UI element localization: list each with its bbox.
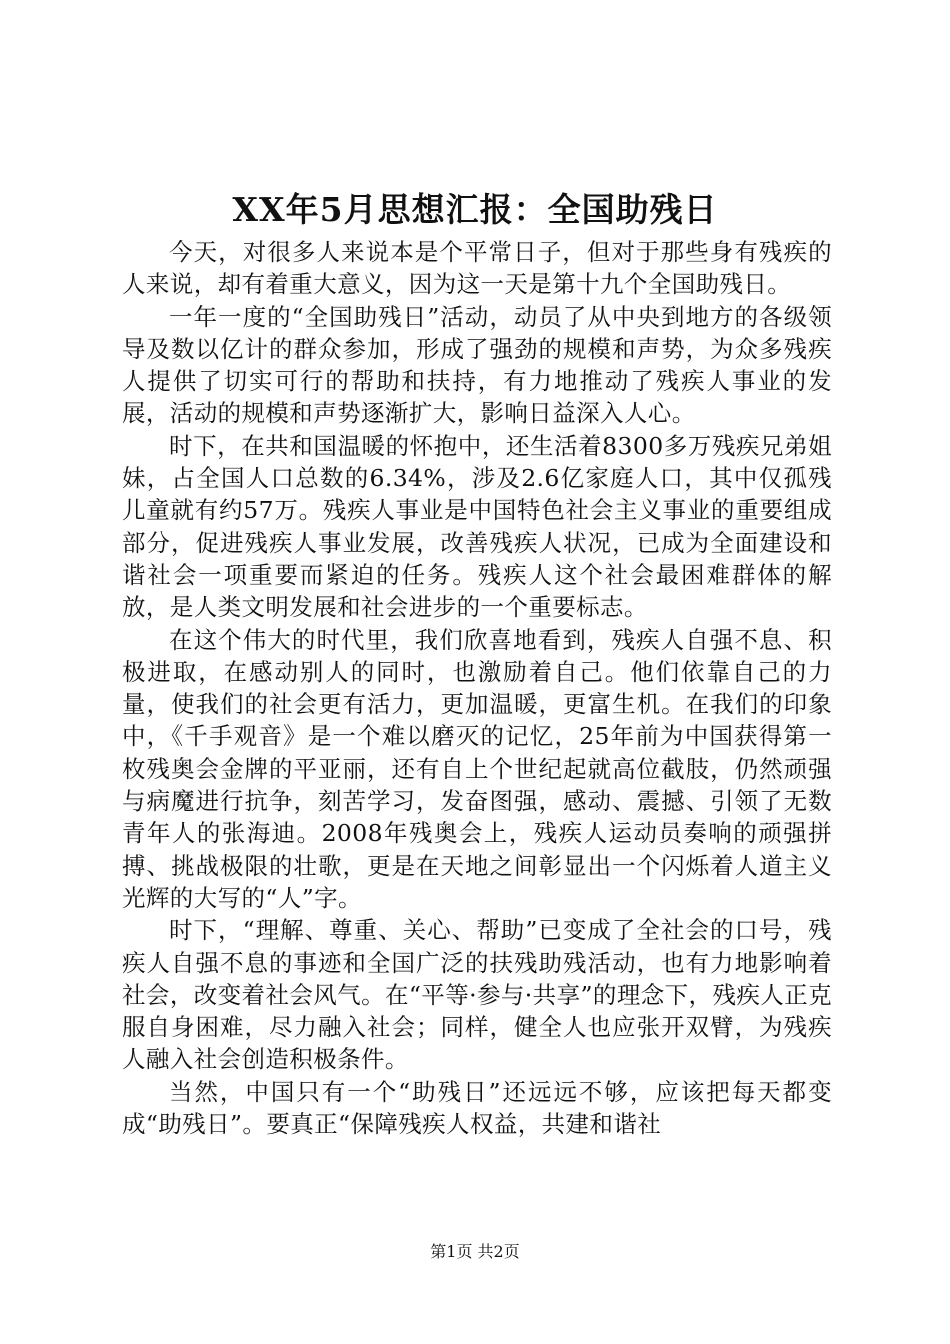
document-title: XX年5月思想汇报：全国助残日: [232, 190, 718, 229]
paragraph-5: 时下，“理解、尊重、关心、帮助”已变成了全社会的口号，残疾人自强不息的事迹和全国广泛的扶残助残活动，也有力地影响着社会，改变着社会风气。在“平等·参与·共享”的理念下，残疾人正克服自身困难，尽力融入社会；同样，健全人也应张开双臂，为残疾人融入社会创造积极条件。: [122, 916, 832, 1074]
page-number-footer: 第1页 共2页: [430, 1242, 520, 1261]
paragraph-2: 一年一度的“全国助残日”活动，动员了从中央到地方的各级领导及数以亿计的群众参加，形成了强劲的规模和声势，为众多残疾人提供了切实可行的帮助和扶持，有力地推动了残疾人事业的发展，活动的规模和声势逐渐扩大，影响日益深入人心。: [122, 302, 832, 428]
paragraph-4: 在这个伟大的时代里，我们欣喜地看到，残疾人自强不息、积极进取，在感动别人的同时，也激励着自己。他们依靠自己的力量，使我们的社会更有活力，更加温暖，更富生机。在我们的印象中，《千手观音》是一个难以磨灭的记忆，25年前为中国获得第一枚残奥会金牌的平亚丽，还有自上个世纪起就高位截肢，仍然顽强与病魔进行抗争，刻苦学习，发奋图强，感动、震撼、引领了无数青年人的张海迪。2008年残奥会上，残疾人运动员奏响的顽强拼搏、挑战极限的壮歌，更是在天地之间彰显出一个闪烁着人道主义光辉的大写的“人”字。: [122, 625, 832, 912]
paragraph-1: 今天，对很多人来说本是个平常日子，但对于那些身有残疾的人来说，却有着重大意义，因为这一天是第十九个全国助残日。: [122, 238, 832, 299]
paragraph-6: 当然，中国只有一个“助残日”还远远不够，应该把每天都变成“助残日”。要真正“保障残疾人权益，共建和谐社: [122, 1077, 832, 1139]
document-body: [122, 236, 832, 1140]
paragraph-3: 时下，在共和国温暖的怀抱中，还生活着8300多万残疾兄弟姐妹，占全国人口总数的6.34%，涉及2.6亿家庭人口，其中仅孤残儿童就有约57万。残疾人事业是中国特色社会主义事业的重要组成部分，促进残疾人事业发展，改善残疾人状况，已成为全面建设和谐社会一项重要而紧迫的任务。残疾人这个社会最困难群体的解放，是人类文明发展和社会进步的一个重要标志。: [122, 431, 832, 622]
